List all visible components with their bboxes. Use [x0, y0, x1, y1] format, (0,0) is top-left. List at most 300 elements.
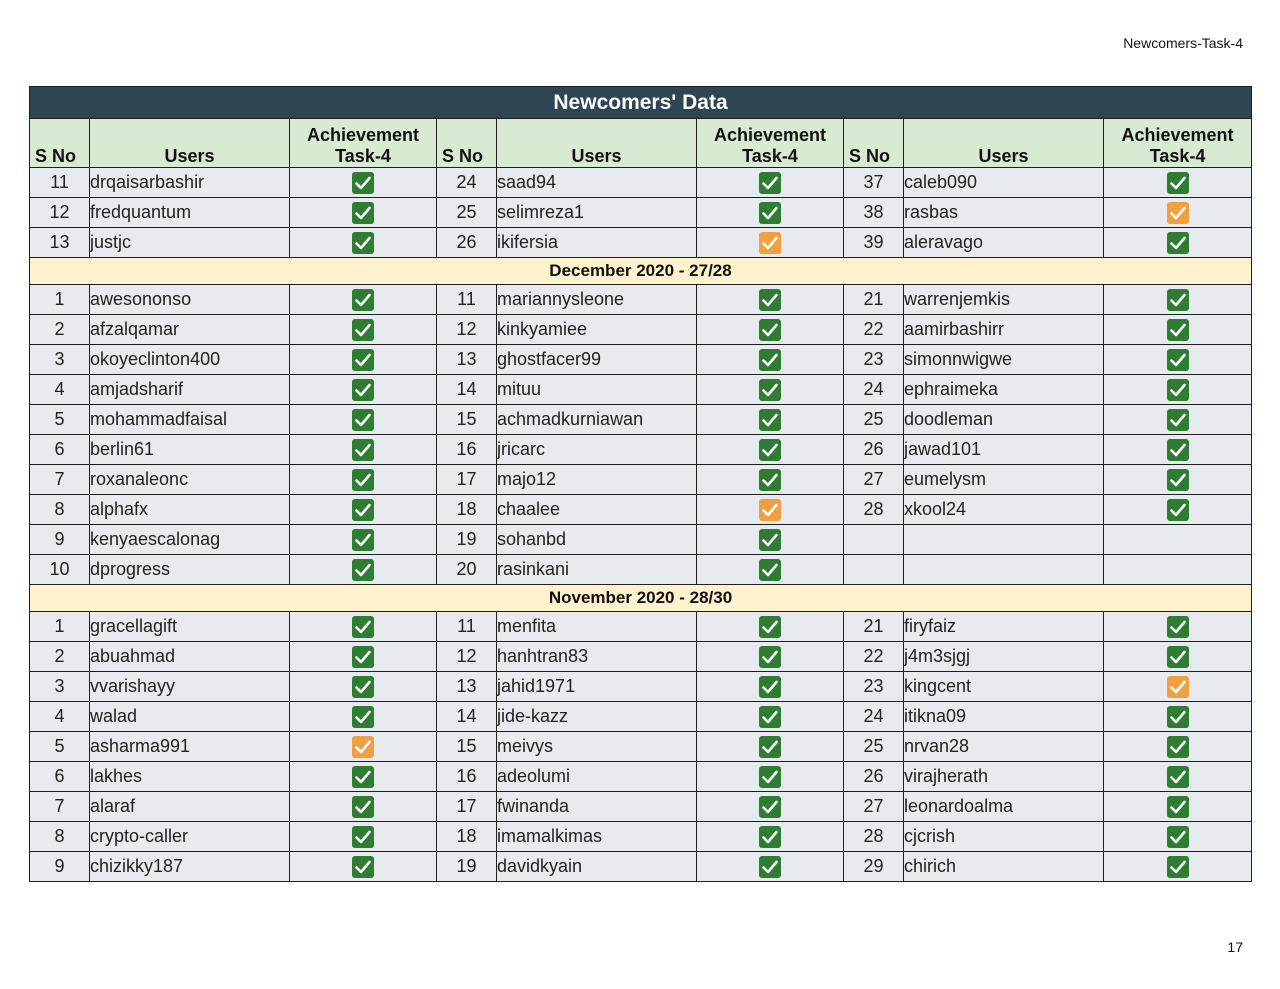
table-row — [30, 762, 1252, 792]
cell-username: drqaisarbashir — [90, 168, 290, 198]
cell-sno: 11 — [30, 168, 90, 198]
column-header-sno: S No — [30, 119, 90, 168]
column-header-achievement — [697, 119, 844, 168]
column-header-achievement-line2: Task-4 — [335, 146, 391, 166]
checkbox-checked-green-icon — [1167, 616, 1189, 638]
table-row — [30, 555, 1252, 585]
cell-username: mohammadfaisal — [90, 405, 290, 435]
cell-username: ikifersia — [497, 228, 697, 258]
cell-sno: 22 — [844, 642, 904, 672]
cell-sno: 26 — [844, 762, 904, 792]
cell-achievement — [697, 198, 844, 228]
cell-sno: 21 — [844, 285, 904, 315]
cell-achievement — [290, 198, 437, 228]
cell-sno: 25 — [844, 732, 904, 762]
cell-achievement — [697, 672, 844, 702]
cell-achievement — [697, 852, 844, 882]
cell-username: majo12 — [497, 465, 697, 495]
cell-sno: 11 — [437, 285, 497, 315]
column-header-achievement-line1: Achievement — [306, 125, 420, 145]
cell-username: doodleman — [904, 405, 1104, 435]
checkbox-checked-green-icon — [1167, 172, 1189, 194]
checkbox-checked-green-icon — [352, 319, 374, 341]
cell-achievement — [290, 612, 437, 642]
cell-username: jawad101 — [904, 435, 1104, 465]
section-header: November 2020 - 28/30 — [30, 585, 1252, 612]
cell-sno: 18 — [437, 495, 497, 525]
checkbox-checked-green-icon — [759, 202, 781, 224]
cell-username: asharma991 — [90, 732, 290, 762]
cell-achievement — [697, 168, 844, 198]
cell-username: saad94 — [497, 168, 697, 198]
cell-achievement — [1104, 228, 1252, 258]
checkbox-checked-green-icon — [352, 499, 374, 521]
cell-achievement — [1104, 375, 1252, 405]
cell-username: abuahmad — [90, 642, 290, 672]
checkbox-checked-green-icon — [759, 319, 781, 341]
cell-username: achmadkurniawan — [497, 405, 697, 435]
cell-sno: 3 — [30, 672, 90, 702]
checkbox-checked-green-icon — [759, 706, 781, 728]
cell-achievement — [697, 228, 844, 258]
table-row — [30, 525, 1252, 555]
cell-achievement — [1104, 465, 1252, 495]
cell-username: vvarishayy — [90, 672, 290, 702]
cell-username: gracellagift — [90, 612, 290, 642]
cell-achievement — [1104, 525, 1252, 555]
section-header: December 2020 - 27/28 — [30, 258, 1252, 285]
cell-achievement — [1104, 315, 1252, 345]
table-row — [30, 612, 1252, 642]
cell-username: awesononso — [90, 285, 290, 315]
cell-achievement — [1104, 792, 1252, 822]
cell-sno: 18 — [437, 822, 497, 852]
cell-sno: 11 — [437, 612, 497, 642]
column-header-achievement-line1: Achievement — [1121, 125, 1234, 145]
checkbox-checked-green-icon — [1167, 826, 1189, 848]
cell-username: mariannysleone — [497, 285, 697, 315]
cell-username: berlin61 — [90, 435, 290, 465]
cell-sno: 17 — [437, 465, 497, 495]
cell-username: meivys — [497, 732, 697, 762]
cell-achievement — [290, 672, 437, 702]
checkbox-checked-green-icon — [1167, 856, 1189, 878]
checkbox-checked-green-icon — [352, 202, 374, 224]
cell-username: jricarc — [497, 435, 697, 465]
checkbox-checked-orange-icon — [1167, 676, 1189, 698]
cell-sno: 26 — [437, 228, 497, 258]
checkbox-checked-green-icon — [352, 766, 374, 788]
cell-username: dprogress — [90, 555, 290, 585]
cell-achievement — [697, 315, 844, 345]
cell-achievement — [290, 495, 437, 525]
checkbox-checked-green-icon — [759, 439, 781, 461]
cell-achievement — [1104, 642, 1252, 672]
cell-username — [904, 555, 1104, 585]
cell-achievement — [1104, 198, 1252, 228]
cell-sno: 17 — [437, 792, 497, 822]
cell-achievement — [1104, 555, 1252, 585]
cell-achievement — [290, 555, 437, 585]
cell-achievement — [1104, 405, 1252, 435]
cell-username: leonardoalma — [904, 792, 1104, 822]
cell-sno: 3 — [30, 345, 90, 375]
newcomers-table — [29, 86, 1252, 882]
cell-achievement — [1104, 762, 1252, 792]
checkbox-checked-green-icon — [1167, 409, 1189, 431]
cell-achievement — [290, 405, 437, 435]
cell-username — [904, 525, 1104, 555]
cell-achievement — [697, 792, 844, 822]
cell-sno: 5 — [30, 405, 90, 435]
cell-username: mituu — [497, 375, 697, 405]
cell-achievement — [697, 555, 844, 585]
cell-achievement — [290, 435, 437, 465]
cell-username: ephraimeka — [904, 375, 1104, 405]
table-row — [30, 375, 1252, 405]
cell-achievement — [1104, 612, 1252, 642]
cell-sno: 12 — [437, 315, 497, 345]
table-row — [30, 672, 1252, 702]
cell-achievement — [290, 642, 437, 672]
cell-username: jide-kazz — [497, 702, 697, 732]
checkbox-checked-green-icon — [759, 766, 781, 788]
cell-username: virajherath — [904, 762, 1104, 792]
table-row — [30, 495, 1252, 525]
cell-username: alphafx — [90, 495, 290, 525]
checkbox-checked-green-icon — [759, 616, 781, 638]
checkbox-checked-orange-icon — [759, 232, 781, 254]
cell-sno: 25 — [437, 198, 497, 228]
column-header-achievement — [1104, 119, 1252, 168]
cell-achievement — [697, 612, 844, 642]
cell-achievement — [290, 732, 437, 762]
cell-achievement — [290, 285, 437, 315]
cell-username: eumelysm — [904, 465, 1104, 495]
cell-sno: 39 — [844, 228, 904, 258]
cell-username: j4m3sjgj — [904, 642, 1104, 672]
cell-achievement — [290, 375, 437, 405]
cell-username: amjadsharif — [90, 375, 290, 405]
column-header-users: Users — [904, 119, 1104, 168]
cell-sno: 9 — [30, 525, 90, 555]
table-row — [30, 732, 1252, 762]
column-header-achievement-line2: Task-4 — [742, 146, 798, 166]
checkbox-checked-green-icon — [1167, 706, 1189, 728]
cell-username: afzalqamar — [90, 315, 290, 345]
checkbox-checked-green-icon — [1167, 499, 1189, 521]
table-row — [30, 168, 1252, 198]
cell-achievement — [697, 345, 844, 375]
cell-sno: 8 — [30, 495, 90, 525]
cell-username: davidkyain — [497, 852, 697, 882]
column-header-sno: S No — [844, 119, 904, 168]
cell-achievement — [697, 405, 844, 435]
cell-sno: 21 — [844, 612, 904, 642]
checkbox-checked-green-icon — [759, 796, 781, 818]
cell-sno: 12 — [437, 642, 497, 672]
checkbox-checked-green-icon — [759, 646, 781, 668]
cell-username: sohanbd — [497, 525, 697, 555]
cell-username: fredquantum — [90, 198, 290, 228]
cell-sno: 20 — [437, 555, 497, 585]
cell-username: rasbas — [904, 198, 1104, 228]
checkbox-checked-green-icon — [1167, 766, 1189, 788]
cell-sno — [844, 555, 904, 585]
cell-achievement — [290, 792, 437, 822]
cell-achievement — [1104, 702, 1252, 732]
cell-achievement — [1104, 345, 1252, 375]
cell-username: hanhtran83 — [497, 642, 697, 672]
cell-sno: 24 — [844, 702, 904, 732]
cell-sno: 13 — [437, 672, 497, 702]
cell-username: menfita — [497, 612, 697, 642]
checkbox-checked-green-icon — [759, 289, 781, 311]
cell-achievement — [1104, 168, 1252, 198]
cell-sno: 28 — [844, 822, 904, 852]
cell-sno: 15 — [437, 732, 497, 762]
cell-sno: 8 — [30, 822, 90, 852]
table-row — [30, 822, 1252, 852]
cell-username: chirich — [904, 852, 1104, 882]
checkbox-checked-green-icon — [1167, 349, 1189, 371]
cell-sno: 14 — [437, 702, 497, 732]
cell-achievement — [697, 375, 844, 405]
cell-achievement — [290, 465, 437, 495]
cell-username: imamalkimas — [497, 822, 697, 852]
cell-username: lakhes — [90, 762, 290, 792]
checkbox-checked-green-icon — [759, 826, 781, 848]
cell-username: walad — [90, 702, 290, 732]
checkbox-checked-green-icon — [352, 646, 374, 668]
cell-sno: 26 — [844, 435, 904, 465]
cell-achievement — [290, 852, 437, 882]
checkbox-checked-orange-icon — [759, 499, 781, 521]
table-row — [30, 198, 1252, 228]
checkbox-checked-green-icon — [759, 469, 781, 491]
checkbox-checked-green-icon — [352, 676, 374, 698]
cell-achievement — [1104, 435, 1252, 465]
cell-achievement — [697, 435, 844, 465]
cell-achievement — [697, 732, 844, 762]
cell-username: kingcent — [904, 672, 1104, 702]
cell-username: chaalee — [497, 495, 697, 525]
column-header-sno: S No — [437, 119, 497, 168]
cell-achievement — [290, 315, 437, 345]
cell-username: ghostfacer99 — [497, 345, 697, 375]
cell-sno: 37 — [844, 168, 904, 198]
checkbox-checked-orange-icon — [1167, 202, 1189, 224]
checkbox-checked-green-icon — [352, 559, 374, 581]
checkbox-checked-green-icon — [352, 409, 374, 431]
checkbox-checked-green-icon — [759, 736, 781, 758]
checkbox-checked-green-icon — [352, 172, 374, 194]
column-header-achievement-line1: Achievement — [713, 125, 827, 145]
cell-username: chizikky187 — [90, 852, 290, 882]
column-header-achievement — [290, 119, 437, 168]
checkbox-checked-green-icon — [1167, 319, 1189, 341]
document-label: Newcomers-Task-4 — [1123, 35, 1243, 51]
cell-achievement — [290, 762, 437, 792]
cell-username: roxanaleonc — [90, 465, 290, 495]
cell-sno: 29 — [844, 852, 904, 882]
cell-sno: 9 — [30, 852, 90, 882]
cell-sno: 1 — [30, 285, 90, 315]
checkbox-checked-green-icon — [352, 796, 374, 818]
checkbox-checked-green-icon — [352, 826, 374, 848]
checkbox-checked-green-icon — [759, 529, 781, 551]
cell-achievement — [1104, 495, 1252, 525]
cell-sno: 6 — [30, 435, 90, 465]
cell-achievement — [290, 168, 437, 198]
cell-username: firyfaiz — [904, 612, 1104, 642]
cell-sno: 23 — [844, 672, 904, 702]
cell-achievement — [290, 822, 437, 852]
checkbox-checked-green-icon — [759, 349, 781, 371]
cell-username: cjcrish — [904, 822, 1104, 852]
cell-username: kinkyamiee — [497, 315, 697, 345]
cell-achievement — [290, 525, 437, 555]
table-title: Newcomers' Data — [30, 87, 1252, 119]
page-number: 17 — [1227, 939, 1243, 955]
cell-sno: 28 — [844, 495, 904, 525]
cell-username: aleravago — [904, 228, 1104, 258]
table-row — [30, 792, 1252, 822]
cell-sno: 4 — [30, 375, 90, 405]
checkbox-checked-green-icon — [352, 706, 374, 728]
cell-achievement — [1104, 285, 1252, 315]
cell-achievement — [1104, 822, 1252, 852]
cell-achievement — [697, 822, 844, 852]
checkbox-checked-green-icon — [1167, 289, 1189, 311]
cell-sno: 19 — [437, 852, 497, 882]
cell-username: kenyaescalonag — [90, 525, 290, 555]
checkbox-checked-green-icon — [352, 289, 374, 311]
cell-sno: 4 — [30, 702, 90, 732]
cell-sno: 13 — [30, 228, 90, 258]
cell-username: caleb090 — [904, 168, 1104, 198]
cell-achievement — [697, 495, 844, 525]
table-row — [30, 228, 1252, 258]
cell-achievement — [697, 642, 844, 672]
checkbox-checked-green-icon — [759, 559, 781, 581]
cell-achievement — [697, 702, 844, 732]
cell-username: nrvan28 — [904, 732, 1104, 762]
cell-achievement — [1104, 732, 1252, 762]
cell-achievement — [697, 285, 844, 315]
cell-username: warrenjemkis — [904, 285, 1104, 315]
cell-username: fwinanda — [497, 792, 697, 822]
cell-sno: 22 — [844, 315, 904, 345]
cell-username: alaraf — [90, 792, 290, 822]
cell-sno: 7 — [30, 465, 90, 495]
checkbox-checked-green-icon — [759, 409, 781, 431]
cell-username: crypto-caller — [90, 822, 290, 852]
checkbox-checked-green-icon — [1167, 379, 1189, 401]
cell-username: xkool24 — [904, 495, 1104, 525]
cell-sno: 6 — [30, 762, 90, 792]
checkbox-checked-green-icon — [352, 856, 374, 878]
table-row — [30, 315, 1252, 345]
checkbox-checked-green-icon — [352, 379, 374, 401]
cell-username: okoyeclinton400 — [90, 345, 290, 375]
checkbox-checked-green-icon — [1167, 796, 1189, 818]
cell-achievement — [290, 228, 437, 258]
table-row — [30, 345, 1252, 375]
table-row — [30, 702, 1252, 732]
cell-sno: 5 — [30, 732, 90, 762]
cell-sno: 14 — [437, 375, 497, 405]
cell-sno: 13 — [437, 345, 497, 375]
cell-username: selimreza1 — [497, 198, 697, 228]
cell-sno: 16 — [437, 762, 497, 792]
checkbox-checked-green-icon — [1167, 439, 1189, 461]
cell-username: simonnwigwe — [904, 345, 1104, 375]
table-row — [30, 852, 1252, 882]
section-header-row — [30, 258, 1252, 285]
cell-sno: 27 — [844, 792, 904, 822]
cell-sno: 16 — [437, 435, 497, 465]
cell-username: rasinkani — [497, 555, 697, 585]
table-row — [30, 285, 1252, 315]
cell-sno — [844, 525, 904, 555]
cell-sno: 24 — [437, 168, 497, 198]
cell-achievement — [697, 525, 844, 555]
cell-achievement — [1104, 672, 1252, 702]
cell-sno: 12 — [30, 198, 90, 228]
column-header-users: Users — [90, 119, 290, 168]
table-row — [30, 642, 1252, 672]
table-row — [30, 435, 1252, 465]
checkbox-checked-green-icon — [352, 469, 374, 491]
checkbox-checked-green-icon — [759, 856, 781, 878]
cell-username: adeolumi — [497, 762, 697, 792]
cell-achievement — [697, 465, 844, 495]
section-header-row — [30, 585, 1252, 612]
checkbox-checked-green-icon — [352, 529, 374, 551]
cell-username: justjc — [90, 228, 290, 258]
cell-sno: 27 — [844, 465, 904, 495]
cell-sno: 7 — [30, 792, 90, 822]
checkbox-checked-green-icon — [352, 439, 374, 461]
cell-username: itikna09 — [904, 702, 1104, 732]
cell-achievement — [697, 762, 844, 792]
checkbox-checked-green-icon — [1167, 232, 1189, 254]
cell-sno: 1 — [30, 612, 90, 642]
checkbox-checked-green-icon — [759, 379, 781, 401]
cell-sno: 19 — [437, 525, 497, 555]
cell-sno: 15 — [437, 405, 497, 435]
table-row — [30, 465, 1252, 495]
cell-sno: 10 — [30, 555, 90, 585]
checkbox-checked-green-icon — [352, 232, 374, 254]
cell-sno: 38 — [844, 198, 904, 228]
checkbox-checked-green-icon — [1167, 736, 1189, 758]
cell-sno: 2 — [30, 315, 90, 345]
cell-username: aamirbashirr — [904, 315, 1104, 345]
cell-sno: 23 — [844, 345, 904, 375]
cell-achievement — [290, 345, 437, 375]
cell-sno: 2 — [30, 642, 90, 672]
checkbox-checked-orange-icon — [352, 736, 374, 758]
cell-achievement — [1104, 852, 1252, 882]
checkbox-checked-green-icon — [352, 616, 374, 638]
cell-achievement — [290, 702, 437, 732]
checkbox-checked-green-icon — [1167, 646, 1189, 668]
column-header-users: Users — [497, 119, 697, 168]
checkbox-checked-green-icon — [1167, 469, 1189, 491]
cell-sno: 24 — [844, 375, 904, 405]
